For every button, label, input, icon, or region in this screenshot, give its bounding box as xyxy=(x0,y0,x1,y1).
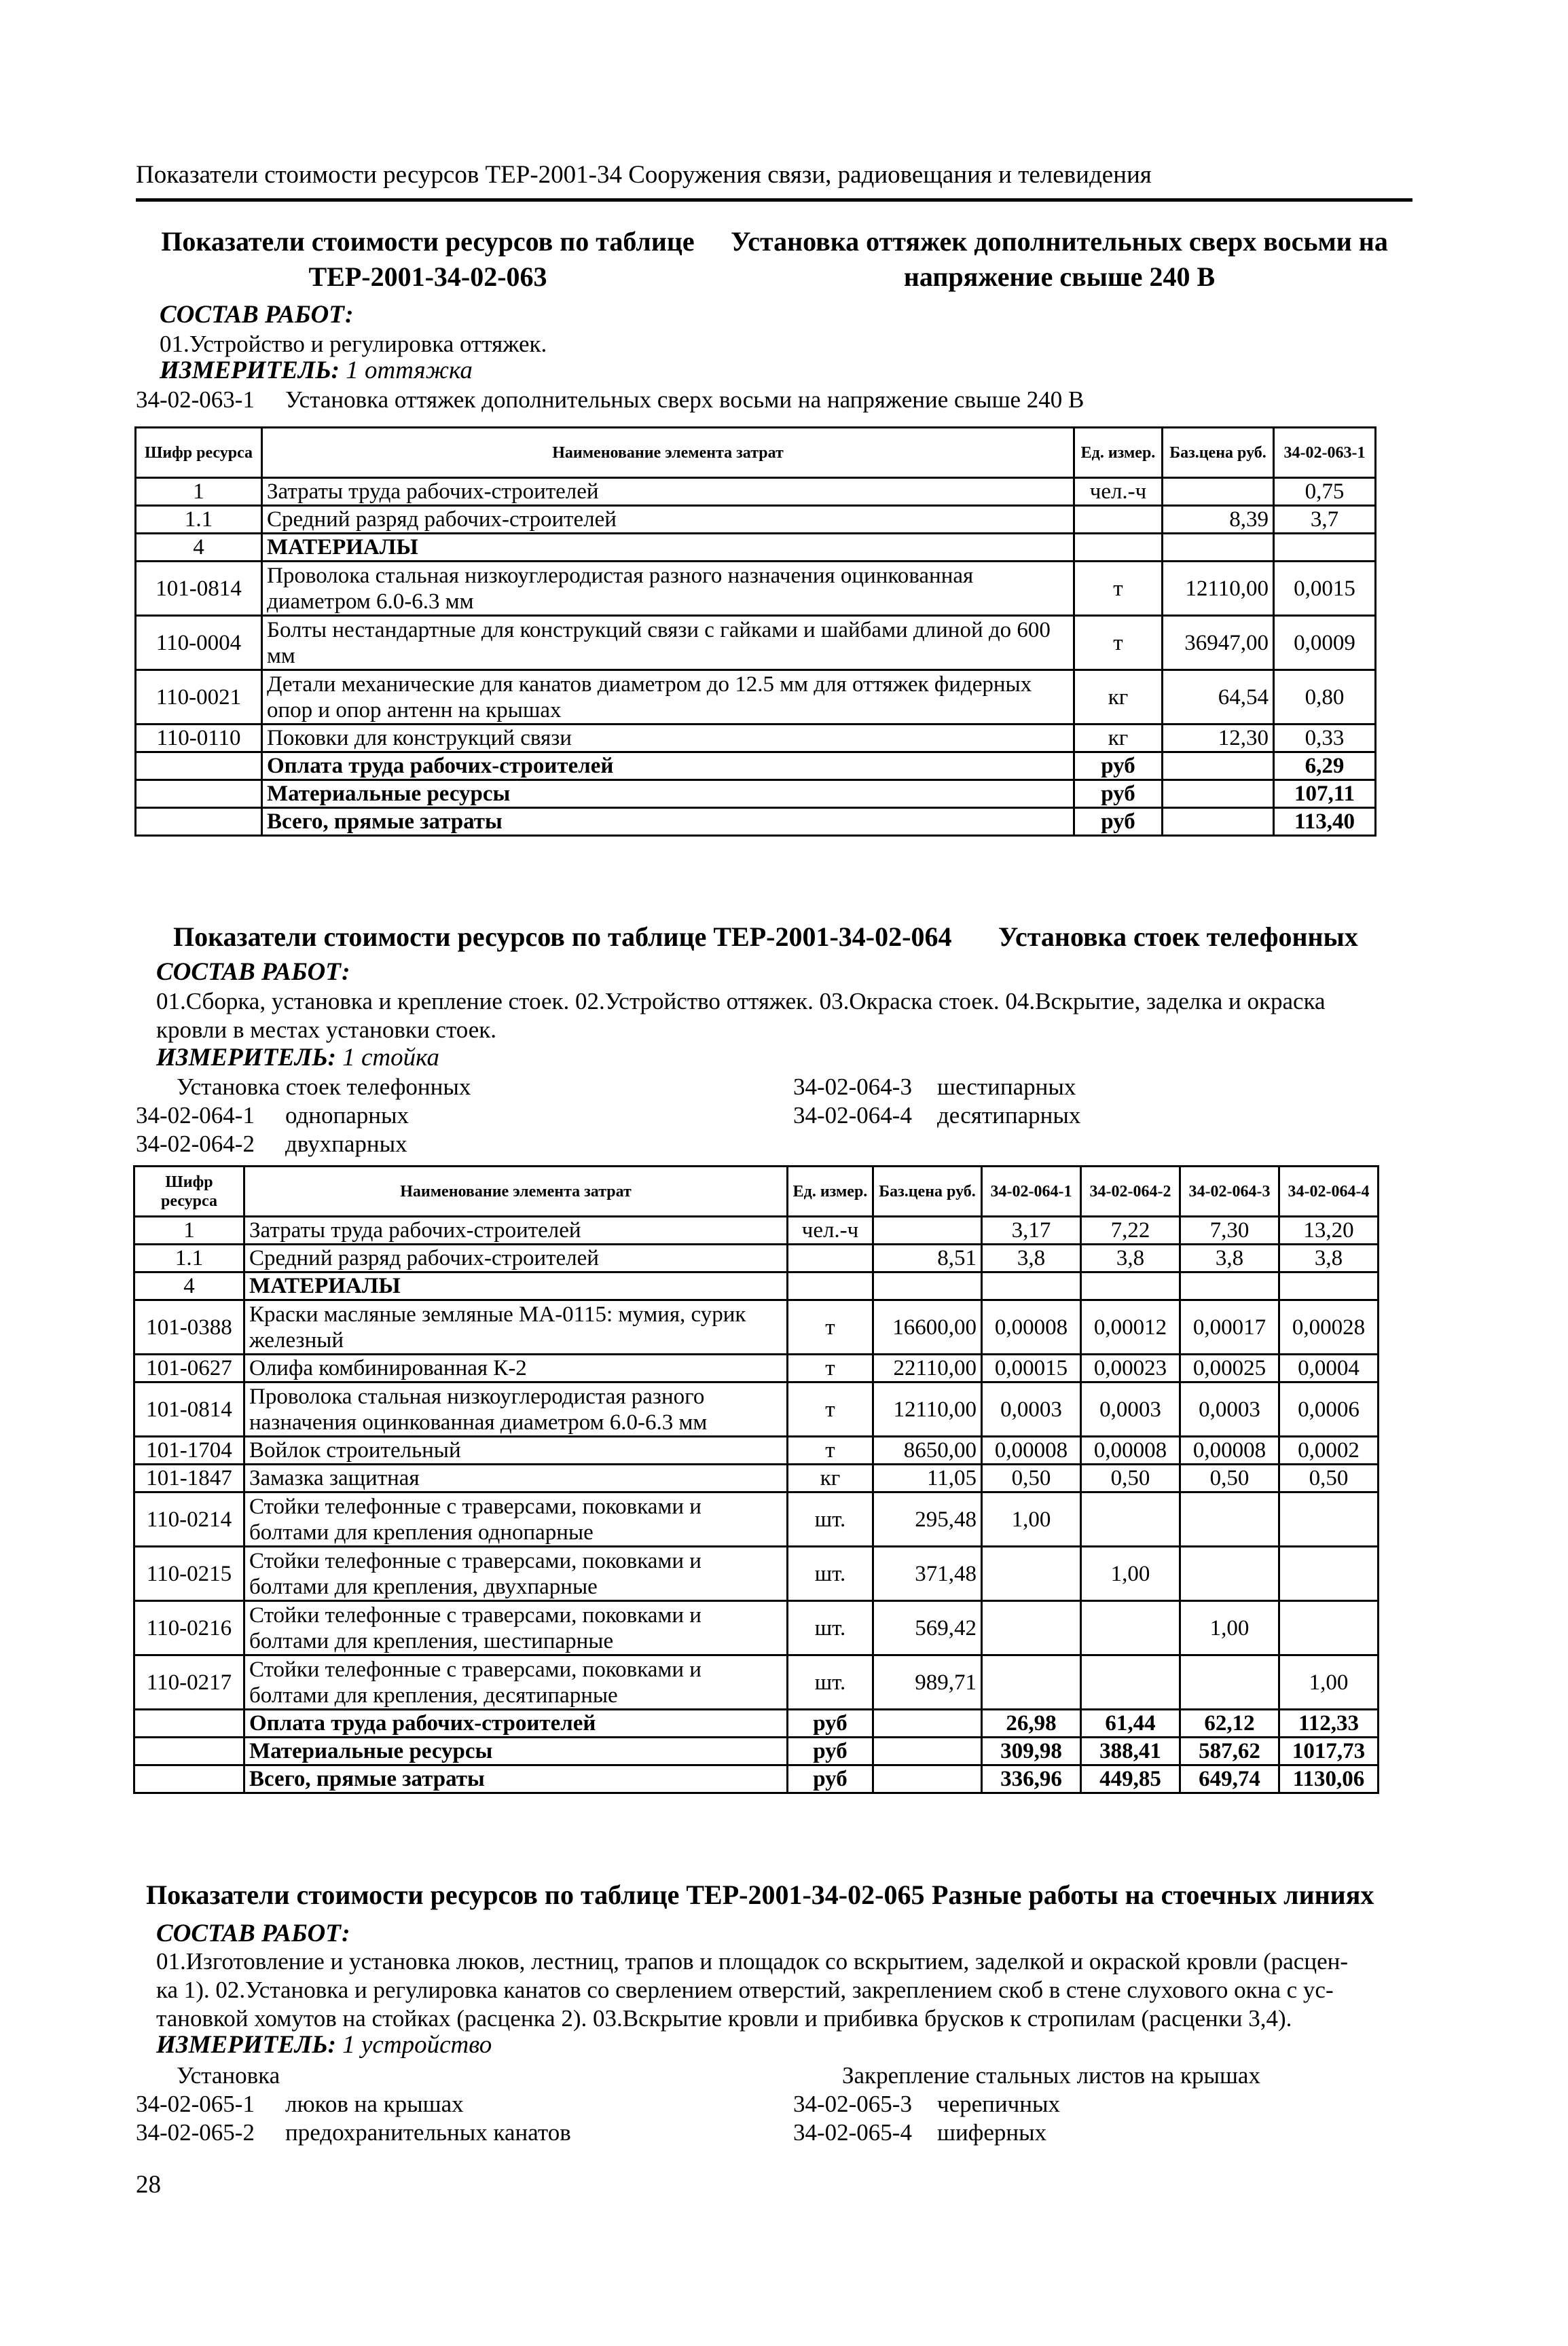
cell-unit: кг xyxy=(788,1465,873,1492)
cell-price: 22110,00 xyxy=(873,1355,982,1382)
cell-name: Замазка защитная xyxy=(244,1465,788,1492)
section-063-title-right-line2: напряжение свыше 240 В xyxy=(903,261,1216,292)
composition-line2-064: кровли в местах установки стоек. xyxy=(156,1016,497,1043)
cell-code: 101-0814 xyxy=(134,1382,244,1437)
cell-unit: шт. xyxy=(788,1601,873,1655)
running-title: Показатели стоимости ресурсов ТЕР-2001-34 Сооружения связи, радиовещания и телевидения xyxy=(136,161,1152,189)
table-row xyxy=(134,1547,1379,1601)
cell-norm: 0,50 xyxy=(1180,1465,1279,1492)
table-row xyxy=(136,725,1376,752)
cell-unit: т xyxy=(1074,616,1163,670)
col-header-norm: 34-02-064-2 xyxy=(1081,1167,1180,1217)
cell-name: Олифа комбинированная К-2 xyxy=(244,1355,788,1382)
cell-price xyxy=(1163,534,1274,562)
item-name: черепичных xyxy=(937,2091,1060,2117)
cell-name: Стойки телефонные с траверсами, поковками и болтами для крепления, двухпарные xyxy=(244,1547,788,1601)
cell-norm: 0,0006 xyxy=(1279,1382,1379,1437)
item-code: 34-02-065-4 xyxy=(793,2119,912,2146)
cell-unit: чел.-ч xyxy=(1074,478,1163,506)
cell-unit: кг xyxy=(1074,670,1163,725)
item-name: шиферных xyxy=(937,2119,1047,2146)
cell-norm: 0,0002 xyxy=(1279,1437,1379,1465)
col-header-price: Баз.цена руб. xyxy=(1163,428,1274,478)
cell-norm xyxy=(1180,1272,1279,1300)
total-value: 62,12 xyxy=(1180,1710,1279,1738)
cell-norm: 0,00012 xyxy=(1081,1300,1180,1355)
item-code: 34-02-065-1 xyxy=(136,2091,255,2117)
cell-norm: 0,00023 xyxy=(1081,1355,1180,1382)
cell-unit xyxy=(788,1272,873,1300)
total-value: 26,98 xyxy=(982,1710,1081,1738)
item-name-063: Установка оттяжек дополнительных сверх восьми на напряжение свыше 240 В xyxy=(285,386,1084,413)
col-header-name: Наименование элемента затрат xyxy=(262,428,1074,478)
cell-norm xyxy=(1081,1492,1180,1547)
page-number: 28 xyxy=(136,2171,161,2199)
cell-norm: 0,00025 xyxy=(1180,1355,1279,1382)
cell-unit: чел.-ч xyxy=(788,1217,873,1245)
cell-norm: 0,00017 xyxy=(1180,1300,1279,1355)
table-row xyxy=(136,506,1376,534)
cell-norm: 3,8 xyxy=(1180,1245,1279,1272)
cell-norm: 0,00028 xyxy=(1279,1300,1379,1355)
section-063-title-right-line1: Установка оттяжек дополнительных сверх восьми на xyxy=(731,226,1388,257)
header-rule xyxy=(136,198,1412,202)
cell-norm xyxy=(1180,1547,1279,1601)
cell-norm: 0,80 xyxy=(1274,670,1376,725)
total-value: 61,44 xyxy=(1081,1710,1180,1738)
section-064-title-right: Установка стоек телефонных xyxy=(998,921,1358,952)
total-label: Материальные ресурсы xyxy=(262,780,1074,808)
cell-unit xyxy=(788,1245,873,1272)
cell-norm xyxy=(1180,1655,1279,1710)
cell-norm xyxy=(982,1601,1081,1655)
cell-name: Стойки телефонные с траверсами, поковками и болтами для крепления однопарные xyxy=(244,1492,788,1547)
cell-norm: 1,00 xyxy=(1279,1655,1379,1710)
total-value: 1017,73 xyxy=(1279,1738,1379,1765)
cell-norm xyxy=(982,1655,1081,1710)
cell-code: 110-0215 xyxy=(134,1547,244,1601)
total-value: 336,96 xyxy=(982,1765,1081,1793)
cell-code: 4 xyxy=(134,1272,244,1300)
item-code: 34-02-065-3 xyxy=(793,2091,912,2117)
cell-norm: 0,50 xyxy=(1279,1465,1379,1492)
cell-code: 101-0388 xyxy=(134,1300,244,1355)
table-row xyxy=(136,478,1376,506)
composition-line3-065: тановкой хомутов на стойках (расценка 2). 03.Вскрытие кровли и прибивка брусков к стропилам (расценки 3,4). xyxy=(156,2005,1292,2032)
measure-unit-064: 1 стойка xyxy=(342,1044,440,1071)
cell-code: 101-0814 xyxy=(136,562,262,616)
cell-code: 1 xyxy=(136,478,262,506)
table-row xyxy=(136,616,1376,670)
cell-unit: шт. xyxy=(788,1655,873,1710)
measure-unit-065: 1 устройство xyxy=(342,2031,492,2059)
composition-label-064: СОСТАВ РАБОТ: xyxy=(156,958,350,986)
col-header-code: Шифр ресурса xyxy=(136,428,262,478)
total-value: 309,98 xyxy=(982,1738,1081,1765)
cell-code: 110-0110 xyxy=(136,725,262,752)
cell-price: 295,48 xyxy=(873,1492,982,1547)
section-063-title-left-line1: Показатели стоимости ресурсов по таблице xyxy=(161,226,695,257)
table-row xyxy=(134,1492,1379,1547)
item-name: однопарных xyxy=(285,1102,409,1129)
table-row xyxy=(134,1217,1379,1245)
table-row xyxy=(134,1245,1379,1272)
cell-code: 110-0217 xyxy=(134,1655,244,1710)
cell-price: 36947,00 xyxy=(1163,616,1274,670)
item-name: предохранительных канатов xyxy=(285,2119,571,2146)
total-label: Всего, прямые затраты xyxy=(262,808,1074,836)
table-row xyxy=(134,1437,1379,1465)
cell-norm: 0,75 xyxy=(1274,478,1376,506)
cell-name: Краски масляные земляные МА-0115: мумия, сурик железный xyxy=(244,1300,788,1355)
col-header-unit: Ед. измер. xyxy=(1074,428,1163,478)
empty-cell xyxy=(134,1738,244,1765)
col-header-norm: 34-02-064-4 xyxy=(1279,1167,1379,1217)
total-row xyxy=(134,1765,1379,1793)
section-063-title-left xyxy=(146,224,710,295)
cell-price: 12110,00 xyxy=(1163,562,1274,616)
total-value: 6,29 xyxy=(1274,752,1376,780)
cell-unit xyxy=(1074,506,1163,534)
cell-norm xyxy=(982,1547,1081,1601)
measure-064 xyxy=(156,1043,439,1072)
cell-norm: 0,00008 xyxy=(1081,1437,1180,1465)
total-unit: руб xyxy=(788,1710,873,1738)
total-row xyxy=(136,780,1376,808)
cell-norm: 0,33 xyxy=(1274,725,1376,752)
cell-norm: 1,00 xyxy=(1180,1601,1279,1655)
cell-code: 1 xyxy=(134,1217,244,1245)
measure-label-065: ИЗМЕРИТЕЛЬ: xyxy=(156,2031,336,2059)
table-header-row xyxy=(136,428,1376,478)
cell-norm xyxy=(1279,1492,1379,1547)
cell-norm: 0,50 xyxy=(1081,1465,1180,1492)
item-code: 34-02-065-2 xyxy=(136,2119,255,2146)
group-right-065: Закрепление стальных листов на крышах xyxy=(842,2062,1260,2089)
measure-label-063: ИЗМЕРИТЕЛЬ: xyxy=(160,356,340,384)
total-row xyxy=(136,808,1376,836)
col-header-price: Баз.цена руб. xyxy=(873,1167,982,1217)
cell-norm: 0,0009 xyxy=(1274,616,1376,670)
cell-price xyxy=(873,1217,982,1245)
composition-text-063: 01.Устройство и регулировка оттяжек. xyxy=(160,331,547,357)
cell-name: Стойки телефонные с траверсами, поковками и болтами для крепления, шестипарные xyxy=(244,1601,788,1655)
cell-norm: 3,8 xyxy=(982,1245,1081,1272)
empty-cell xyxy=(134,1710,244,1738)
cell-code: 110-0021 xyxy=(136,670,262,725)
section-065-title-right: Разные работы на стоечных линиях xyxy=(932,1880,1374,1910)
cell-unit: т xyxy=(788,1300,873,1355)
cell-norm: 0,0003 xyxy=(1081,1382,1180,1437)
resource-table-064 xyxy=(133,1165,1379,1794)
table-row xyxy=(136,670,1376,725)
cell-norm: 1,00 xyxy=(1081,1547,1180,1601)
cell-norm: 0,00015 xyxy=(982,1355,1081,1382)
cell-norm: 7,22 xyxy=(1081,1217,1180,1245)
table-row xyxy=(136,562,1376,616)
total-value: 107,11 xyxy=(1274,780,1376,808)
cell-norm xyxy=(1279,1272,1379,1300)
measure-065 xyxy=(156,2030,492,2059)
cell-norm: 13,20 xyxy=(1279,1217,1379,1245)
total-value: 113,40 xyxy=(1274,808,1376,836)
cell-price xyxy=(873,1272,982,1300)
cell-norm xyxy=(982,1272,1081,1300)
cell-norm: 3,8 xyxy=(1081,1245,1180,1272)
item-code: 34-02-064-4 xyxy=(793,1102,912,1129)
table-header-row xyxy=(134,1167,1379,1217)
total-value: 449,85 xyxy=(1081,1765,1180,1793)
table-row xyxy=(136,534,1376,562)
cell-unit: шт. xyxy=(788,1547,873,1601)
table-row xyxy=(134,1355,1379,1382)
cell-name: МАТЕРИАЛЫ xyxy=(244,1272,788,1300)
item-name: люков на крышах xyxy=(285,2091,464,2117)
cell-code: 4 xyxy=(136,534,262,562)
cell-norm: 0,00008 xyxy=(1180,1437,1279,1465)
cell-name: Средний разряд рабочих-строителей xyxy=(244,1245,788,1272)
measure-063 xyxy=(160,356,473,385)
empty-cell xyxy=(134,1765,244,1793)
cell-name: Войлок строительный xyxy=(244,1437,788,1465)
col-header-name: Наименование элемента затрат xyxy=(244,1167,788,1217)
item-name: шестипарных xyxy=(937,1074,1076,1100)
cell-code: 101-0627 xyxy=(134,1355,244,1382)
cell-code: 110-0004 xyxy=(136,616,262,670)
item-code: 34-02-064-1 xyxy=(136,1102,255,1129)
item-code: 34-02-064-2 xyxy=(136,1131,255,1157)
cell-norm: 0,00008 xyxy=(982,1437,1081,1465)
section-064-title: Показатели стоимости ресурсов по таблице ТЕР-2001-34-02-064 xyxy=(173,921,952,952)
cell-price: 11,05 xyxy=(873,1465,982,1492)
total-unit: руб xyxy=(1074,780,1163,808)
cell-code: 101-1847 xyxy=(134,1465,244,1492)
cell-unit: т xyxy=(1074,562,1163,616)
cell-name: Проволока стальная низкоуглеродистая разного назначения оцинкованная диаметром 6.0-6.3 мм xyxy=(244,1382,788,1437)
total-value: 388,41 xyxy=(1081,1738,1180,1765)
cell-code: 1.1 xyxy=(136,506,262,534)
section-063-title-left-line2: ТЕР-2001-34-02-063 xyxy=(308,261,547,292)
group-left-065: Установка xyxy=(177,2062,280,2089)
item-code-063: 34-02-063-1 xyxy=(136,386,255,413)
total-label: Оплата труда рабочих-строителей xyxy=(244,1710,788,1738)
total-unit: руб xyxy=(788,1765,873,1793)
cell-norm: 3,7 xyxy=(1274,506,1376,534)
cell-norm xyxy=(1274,534,1376,562)
empty-cell xyxy=(873,1765,982,1793)
item-code: 34-02-064-3 xyxy=(793,1074,912,1100)
measure-label-064: ИЗМЕРИТЕЛЬ: xyxy=(156,1044,336,1071)
total-label: Материальные ресурсы xyxy=(244,1738,788,1765)
composition-line1-065: 01.Изготовление и установка люков, лестниц, трапов и площадок со вскрытием, заделкой и окраской кровли (расцен- xyxy=(156,1948,1348,1975)
total-row xyxy=(134,1738,1379,1765)
table-row xyxy=(134,1655,1379,1710)
cell-price: 569,42 xyxy=(873,1601,982,1655)
cell-unit xyxy=(1074,534,1163,562)
cell-name: МАТЕРИАЛЫ xyxy=(262,534,1074,562)
total-unit: руб xyxy=(1074,808,1163,836)
cell-name: Затраты труда рабочих-строителей xyxy=(244,1217,788,1245)
cell-norm xyxy=(1081,1655,1180,1710)
cell-name: Затраты труда рабочих-строителей xyxy=(262,478,1074,506)
cell-norm xyxy=(1180,1492,1279,1547)
cell-price: 371,48 xyxy=(873,1547,982,1601)
total-unit: руб xyxy=(788,1738,873,1765)
col-header-norm: 34-02-063-1 xyxy=(1274,428,1376,478)
cell-unit: т xyxy=(788,1382,873,1437)
cell-unit: т xyxy=(788,1437,873,1465)
cell-name: Болты нестандартные для конструкций связи с гайками и шайбами длиной до 600 мм xyxy=(262,616,1074,670)
empty-cell xyxy=(873,1738,982,1765)
cell-price: 64,54 xyxy=(1163,670,1274,725)
cell-name: Средний разряд рабочих-строителей xyxy=(262,506,1074,534)
col-header-unit: Ед. измер. xyxy=(788,1167,873,1217)
cell-norm xyxy=(1279,1601,1379,1655)
cell-norm: 7,30 xyxy=(1180,1217,1279,1245)
cell-price: 16600,00 xyxy=(873,1300,982,1355)
total-label: Всего, прямые затраты xyxy=(244,1765,788,1793)
cell-norm: 0,0004 xyxy=(1279,1355,1379,1382)
col-header-code: Шифр ресурса xyxy=(134,1167,244,1217)
cell-price: 989,71 xyxy=(873,1655,982,1710)
total-value: 112,33 xyxy=(1279,1710,1379,1738)
section-063-title-right xyxy=(713,224,1406,295)
cell-norm: 0,00008 xyxy=(982,1300,1081,1355)
cell-price: 12,30 xyxy=(1163,725,1274,752)
cell-price: 8,51 xyxy=(873,1245,982,1272)
resource-table-063 xyxy=(134,426,1376,837)
col-header-norm: 34-02-064-3 xyxy=(1180,1167,1279,1217)
cell-norm: 0,50 xyxy=(982,1465,1081,1492)
item-name: десятипарных xyxy=(937,1102,1081,1129)
table-row xyxy=(134,1272,1379,1300)
cell-price: 8,39 xyxy=(1163,506,1274,534)
table-row xyxy=(134,1601,1379,1655)
cell-name: Стойки телефонные с траверсами, поковками и болтами для крепления, десятипарные xyxy=(244,1655,788,1710)
total-value: 587,62 xyxy=(1180,1738,1279,1765)
table-row xyxy=(134,1465,1379,1492)
cell-code: 110-0214 xyxy=(134,1492,244,1547)
cell-norm: 3,8 xyxy=(1279,1245,1379,1272)
cell-price: 12110,00 xyxy=(873,1382,982,1437)
item-name: двухпарных xyxy=(285,1131,407,1157)
cell-unit: т xyxy=(788,1355,873,1382)
cell-name: Детали механические для канатов диаметром до 12.5 мм для оттяжек фидерных опор и опор антенн на крышах xyxy=(262,670,1074,725)
cell-norm: 1,00 xyxy=(982,1492,1081,1547)
cell-code: 110-0216 xyxy=(134,1601,244,1655)
total-value: 1130,06 xyxy=(1279,1765,1379,1793)
cell-norm: 0,0003 xyxy=(1180,1382,1279,1437)
cell-price: 8650,00 xyxy=(873,1437,982,1465)
empty-cell xyxy=(873,1710,982,1738)
total-row xyxy=(136,752,1376,780)
cell-norm xyxy=(1279,1547,1379,1601)
composition-line2-065: ка 1). 02.Установка и регулировка канатов со сверлением отверстий, закреплением скоб в стене слухового окна с ус- xyxy=(156,1977,1334,2003)
cell-norm xyxy=(1081,1601,1180,1655)
cell-norm xyxy=(1081,1272,1180,1300)
section-065-title: Показатели стоимости ресурсов по таблице ТЕР-2001-34-02-065 xyxy=(146,1880,925,1910)
total-label: Оплата труда рабочих-строителей xyxy=(262,752,1074,780)
group-name-064: Установка стоек телефонных xyxy=(177,1074,471,1100)
cell-norm: 0,0015 xyxy=(1274,562,1376,616)
composition-label-063: СОСТАВ РАБОТ: xyxy=(160,301,354,329)
cell-unit: кг xyxy=(1074,725,1163,752)
table-row xyxy=(134,1300,1379,1355)
table-row xyxy=(134,1382,1379,1437)
cell-norm: 0,0003 xyxy=(982,1382,1081,1437)
cell-name: Проволока стальная низкоуглеродистая разного назначения оцинкованная диаметром 6.0-6.3 мм xyxy=(262,562,1074,616)
cell-code: 101-1704 xyxy=(134,1437,244,1465)
cell-unit: шт. xyxy=(788,1492,873,1547)
cell-name: Поковки для конструкций связи xyxy=(262,725,1074,752)
cell-code: 1.1 xyxy=(134,1245,244,1272)
col-header-norm: 34-02-064-1 xyxy=(982,1167,1081,1217)
total-row xyxy=(134,1710,1379,1738)
cell-price xyxy=(1163,478,1274,506)
measure-unit-063: 1 оттяжка xyxy=(346,356,473,384)
cell-norm: 3,17 xyxy=(982,1217,1081,1245)
total-value: 649,74 xyxy=(1180,1765,1279,1793)
total-unit: руб xyxy=(1074,752,1163,780)
composition-line1-064: 01.Сборка, установка и крепление стоек. 02.Устройство оттяжек. 03.Окраска стоек. 04.Вскрытие, заделка и окраска xyxy=(156,988,1326,1014)
composition-label-065: СОСТАВ РАБОТ: xyxy=(156,1920,350,1947)
